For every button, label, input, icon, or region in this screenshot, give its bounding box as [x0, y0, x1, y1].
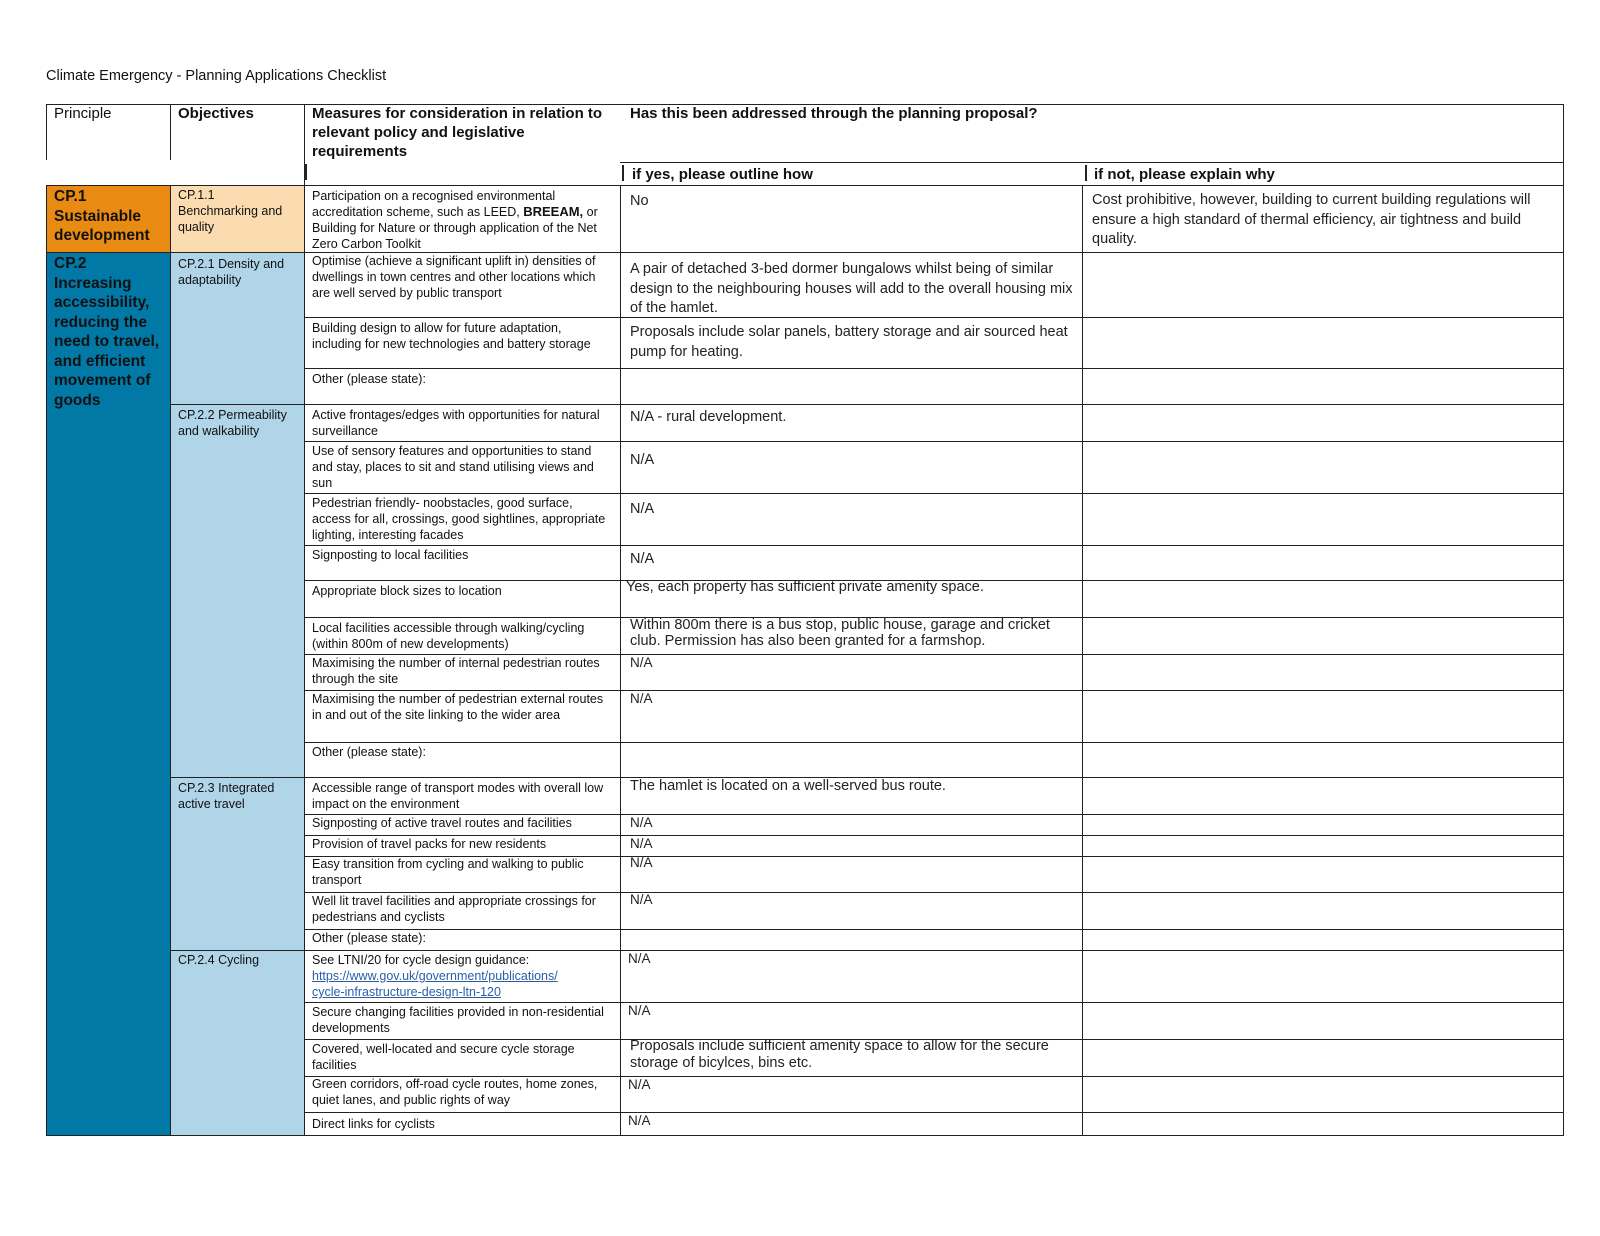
- answer-yes: N/A: [628, 1003, 651, 1018]
- row-line: [304, 493, 1564, 494]
- measure-cell: Signposting of active travel routes and facilities: [312, 816, 572, 830]
- header-bottom-line: [46, 185, 1564, 186]
- measure-cell: Accessible range of transport modes with overall low impact on the environment: [312, 781, 604, 811]
- tick-no: [1085, 165, 1087, 181]
- measure-cell: Easy transition from cycling and walking to public transport: [312, 857, 584, 887]
- header-if-yes: if yes, please outline how: [632, 166, 813, 183]
- answer-yes: N/A: [630, 501, 655, 517]
- answer-yes: N/A: [630, 691, 653, 706]
- col-line-objectives-lower: [170, 186, 171, 1136]
- measure-cell: Building design to allow for future adaptation, including for new technologies and battery storage: [312, 321, 591, 351]
- cp1-label: Sustainable development: [54, 207, 150, 244]
- header-if-not: if not, please explain why: [1094, 166, 1275, 183]
- cp11-label: Benchmarking and quality: [178, 204, 283, 234]
- answer-no: Cost prohibitive, however, building to current building regulations will ensure a high standard of thermal efficiency, air tightness and build quality.: [1092, 192, 1531, 247]
- measure-text: Participation on a recognised environmental accreditation scheme, such as LEED,: [312, 189, 556, 219]
- measure-cell: Signposting to local facilities: [312, 548, 469, 562]
- answer-yes: N/A - rural development.: [630, 409, 787, 425]
- document-title: Climate Emergency - Planning Applications Checklist: [46, 68, 387, 84]
- measure-text-end: or Building for Nature or through application of the Net Zero Carbon Toolkit: [312, 205, 598, 251]
- row-line: [170, 404, 1564, 405]
- row-line: [46, 252, 1564, 253]
- measure-cell: Optimise (achieve a significant uplift in) densities of dwellings in town centres and other locations which are well served by public transport: [312, 254, 596, 300]
- cp2-principle-cell: [46, 252, 170, 1136]
- measure-cell: Active frontages/edges with opportunities for natural surveillance: [312, 408, 600, 438]
- answer-yes: N/A: [628, 951, 651, 966]
- measure-cell: Other (please state):: [312, 745, 426, 759]
- answer-yes: N/A: [630, 655, 653, 670]
- measure-cell: Well lit travel facilities and appropriate crossings for pedestrians and cyclists: [312, 894, 596, 924]
- measure-cell: Direct links for cyclists: [312, 1117, 435, 1131]
- measure-cell: Green corridors, off-road cycle routes, home zones, quiet lanes, and public rights of way: [312, 1077, 598, 1107]
- answer-yes: N/A: [630, 815, 653, 830]
- header-principle: Principle: [54, 105, 112, 122]
- measure-cell: Maximising the number of pedestrian external routes in and out of the site linking to the wider area: [312, 692, 604, 722]
- row-line: [304, 742, 1564, 743]
- cp1-principle-cell: [46, 186, 170, 252]
- cp11-objective-cell: [170, 186, 304, 252]
- cp21-objective: CP.2.1 Density and adaptability: [178, 257, 285, 287]
- header-measures: Measures for consideration in relation to relevant policy and legislative requirements: [312, 105, 603, 160]
- right-border: [1563, 104, 1564, 1136]
- col-line-yes: [620, 186, 621, 1136]
- tick-measures: [305, 164, 307, 180]
- answer-yes: Proposals include solar panels, battery storage and air sourced heat pump for heating.: [630, 324, 1068, 360]
- cp24-objective: CP.2.4 Cycling: [178, 953, 260, 967]
- col-line-no: [1082, 186, 1083, 1136]
- answer-yes: The hamlet is located on a well-served bus route.: [630, 778, 946, 794]
- table-bottom-border: [46, 1135, 1564, 1136]
- answer-yes: Proposals include sufficient amenity space to allow for the secure storage of bicylces, bins etc.: [630, 1038, 1049, 1071]
- measure-text: See LTNI/20 for cycle design guidance:: [312, 953, 530, 967]
- answer-yes: N/A: [630, 892, 653, 907]
- checklist-table: [46, 104, 1564, 1164]
- row-line: [304, 441, 1564, 442]
- measure-cell: Local facilities accessible through walking/cycling (within 800m of new developments): [312, 621, 585, 651]
- header-addressed: Has this been addressed through the planning proposal?: [630, 105, 1038, 122]
- cp11-code: CP.1.1: [178, 188, 215, 202]
- answer-yes: N/A: [630, 855, 653, 870]
- cp23-objective: CP.2.3 Integrated active travel: [178, 781, 275, 811]
- tick-yes: [622, 165, 624, 181]
- measure-cell: [304, 188, 620, 252]
- measure-cell: Provision of travel packs for new residents: [312, 837, 547, 851]
- measure-cell: Covered, well-located and secure cycle storage facilities: [312, 1042, 575, 1072]
- answer-yes: N/A: [630, 452, 655, 468]
- answer-yes: N/A: [630, 551, 655, 567]
- answer-yes: Within 800m there is a bus stop, public house, garage and cricket club. Permission has also been granted for a farmshop.: [630, 617, 1050, 649]
- header-objectives: Objectives: [178, 105, 254, 122]
- measure-cell: Other (please state):: [312, 931, 426, 945]
- table-top-border: [46, 104, 1564, 105]
- answer-yes: Yes, each property has sufficient private amenity space.: [626, 579, 984, 595]
- cycle-guidance-link[interactable]: https://www.gov.uk/government/publications/cycle-infrastructure-design-ltn-120: [312, 969, 558, 999]
- answer-yes: N/A: [628, 1113, 651, 1128]
- measure-cell: Other (please state):: [312, 372, 426, 386]
- measure-cell: [304, 952, 620, 1000]
- cp22-objective: CP.2.2 Permeability and walkability: [178, 408, 287, 438]
- left-border-lower: [46, 186, 47, 1136]
- answer-yes: No: [630, 193, 649, 209]
- answer-yes: N/A: [628, 1077, 651, 1092]
- left-border: [46, 104, 47, 160]
- measure-cell: Pedestrian friendly- noobstacles, good surface, access for all, crossings, good sightlines, appropriate lighting, interesting facades: [312, 496, 606, 542]
- cp1-code: CP.1: [54, 188, 87, 205]
- measure-cell: Maximising the number of internal pedestrian routes through the site: [312, 656, 600, 686]
- cp2-objective-column: [170, 252, 304, 1136]
- row-line: [304, 545, 1564, 546]
- answer-yes: A pair of detached 3-bed dormer bungalows whilst being of similar design to the neighbouring houses will add to the overall housing mix of the hamlet.: [630, 261, 1073, 316]
- row-line: [304, 368, 1564, 369]
- measure-cell: Appropriate block sizes to location: [312, 584, 502, 598]
- measure-cell: Secure changing facilities provided in non-residential developments: [312, 1005, 604, 1035]
- col-line-objectives: [170, 104, 171, 160]
- answer-yes: N/A: [630, 836, 653, 851]
- cp2-label: Increasing accessibility, reducing the need to travel, and efficient movement of goods: [54, 274, 160, 409]
- cp2-code: CP.2: [54, 255, 87, 272]
- measure-cell: Use of sensory features and opportunities to stand and stay, places to sit and stand utilising views and sun: [312, 444, 594, 490]
- subheader-line: [620, 162, 1564, 163]
- measure-bold-text: BREEAM,: [523, 204, 584, 219]
